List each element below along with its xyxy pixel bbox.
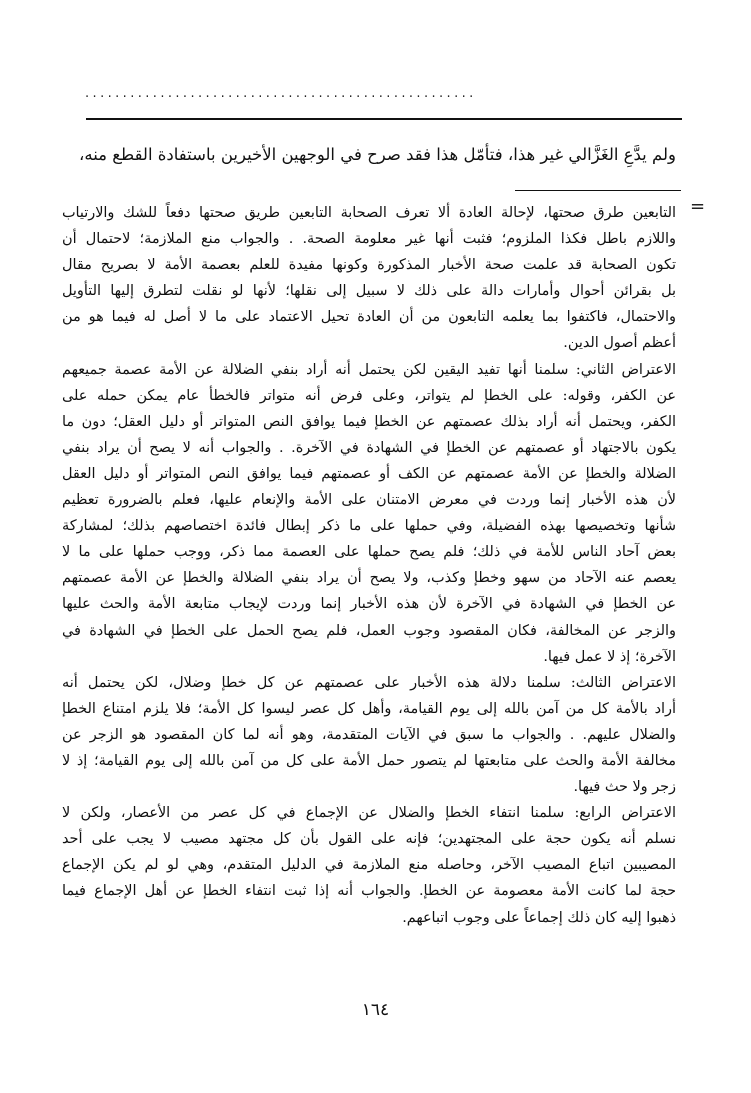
footnote-line: والضلال عليهم. . والجواب ما سبق في الآيات المتقدمة، وهو أنه لما كان المقصود هو الزجر عن bbox=[62, 726, 676, 743]
footnote-line: زجر ولا حث فيها. bbox=[573, 779, 676, 796]
footnote-line: الآخرة؛ إذ لا عمل فيها. bbox=[543, 648, 676, 665]
footnote-line: والاحتمال، فاكتفوا بما يعلمه التابعون من أن العادة تحيل الاعتماد على ما لا أصل له فيما هو من bbox=[62, 309, 676, 326]
footnote-line: تكون الصحابة قد علمت صحة الأخبار المذكورة وكونها مفيدة للعلم بعصمة الأمة لا بصريح مقال bbox=[62, 257, 676, 274]
page-number: ١٦٤ bbox=[361, 1000, 390, 1020]
footnote-continuation-mark: = bbox=[690, 196, 706, 217]
footnote-line: الكفر، ويحتمل أنه أراد بذلك عصمتهم عن الخطإ فيما يوافق النص المتواتر أو دليل العقل؛ دون ما bbox=[62, 413, 676, 430]
header-dotted-line: .................................................... bbox=[85, 86, 477, 101]
footnote-line: الضلالة والخطإ عن الأمة عصمتهم عن الكف أو عصمتهم فيما يوافق النص المتواتر أو دليل العقل bbox=[62, 465, 676, 482]
footnote-line: الاعتراض الثالث: سلمنا دلالة هذه الأخبار على عصمتهم عن كل خطإ وضلال، لكن يحتمل أنه bbox=[62, 674, 676, 691]
footnote-line: والزجر عن المخالفة، فكان المقصود وجوب العمل، فلم يصح الحمل على الخطإ في الشهادة في bbox=[62, 622, 676, 639]
footnote-line: يعصم عنه الآحاد من سهو وخطإ وكذب، ولا يصح أن يراد بنفي الضلالة والخطإ عن الأمة عصمتهم bbox=[62, 570, 676, 587]
footnote-line: بل بقرائن أحوال وأمارات دالة على ذلك لا سبيل إلى نقلها؛ لأنها لو نقلت لتطرق إليها التأويل bbox=[62, 283, 676, 300]
footnote-line: أراد بالأمة كل من آمن بالله إلى يوم القيامة، وأهل كل عصر ليسوا كل الأمة؛ فلا يلزم امتناع الخطإ bbox=[62, 700, 676, 717]
footnote-line: نسلم أنه يكون حجة على المجتهدين؛ فإنه على القول بأن كل مجتهد مصيب لا يجب على أحد bbox=[62, 831, 676, 848]
footnote-line: واللازم باطل فكذا الملزوم؛ فثبت أنها غير معلومة الصحة. . والجواب منع الملازمة؛ لاحتمال أن bbox=[62, 231, 676, 248]
footnote-line: المصيبين اتباع المصيب الآخر، وحاصله منع الملازمة في الدليل المتقدم، وهي لو لم يكن الإجماع bbox=[62, 857, 676, 874]
footnote-line: ذهبوا إليه كان ذلك إجماعاً على وجوب اتباعهم. bbox=[402, 909, 676, 926]
footnote-line: عن الخطإ في الشهادة في الآخرة لأن هذه الأخبار إنما وردت لإيجاب متابعة الأمة والحث عليها bbox=[62, 596, 676, 613]
header-rule bbox=[86, 118, 682, 120]
footnote-block bbox=[62, 200, 676, 931]
footnote-line: الاعتراض الثاني: سلمنا أنها تفيد اليقين لكن يحتمل أنه أراد بنفي الضلالة عن الأمة عصمة جميعهم bbox=[62, 361, 676, 378]
footnote-line: يكون بالاجتهاد أو عصمتهم عن الخطإ في الشهادة في الآخرة. . والجواب أنه لا يصح أن يراد بنفي bbox=[62, 439, 676, 456]
footnote-line: لأن هذه الأخبار إنما وردت في معرض الامتنان على الأمة والإنعام عليها، فعلم بالضرورة تعظيم bbox=[62, 492, 676, 509]
footnote-line: التابعين طرق صحتها، لإحالة العادة ألا تعرف الصحابة التابعين طريق صحتها دفعاً للشك والارتياب bbox=[62, 205, 676, 221]
footnote-line: الاعتراض الرابع: سلمنا انتفاء الخطإ والضلال عن الإجماع في كل عصر من الأعصار، ولكن لا bbox=[62, 805, 676, 822]
footnote-line: أعظم أصول الدين. bbox=[563, 335, 676, 352]
footnote-line: شأنها وتخصيصها بهذه الفضيلة، وفي حملها على ما ذكر إبطال فائدة اختصاصهم بذلك؛ لمشاركة bbox=[62, 518, 676, 535]
footnote-line: حجة لما كانت الأمة معصومة عن الخطإ. والجواب أنه إذا ثبت انتفاء الخطإ عن أهل الإجماع فيما bbox=[62, 883, 676, 900]
footnote-line: عن الكفر، وقوله: على الخطإ لم يتواتر، وعلى فرض أنه متواتر فالخطأ عام يمكن حمله على bbox=[62, 387, 676, 404]
main-text-line: ولم يدَّعِ الغَزَّالي غير هذا، فتأمّل هذا فقد صرح في الوجهين الأخيرين باستفادة القطع منه، bbox=[79, 145, 676, 164]
footnote-line: بعض آحاد الناس للأمة في ذلك؛ فلم يصح حملها على العصمة مما ذكر، ووجب حملها على ما لا bbox=[62, 544, 676, 561]
footnote-line: مخالفة الأمة والحث على متابعتها لم يتصور حمل الأمة على كل من آمن بالله إلى يوم القيامة؛ إذ لا bbox=[62, 752, 676, 769]
footnote-separator bbox=[515, 190, 681, 191]
